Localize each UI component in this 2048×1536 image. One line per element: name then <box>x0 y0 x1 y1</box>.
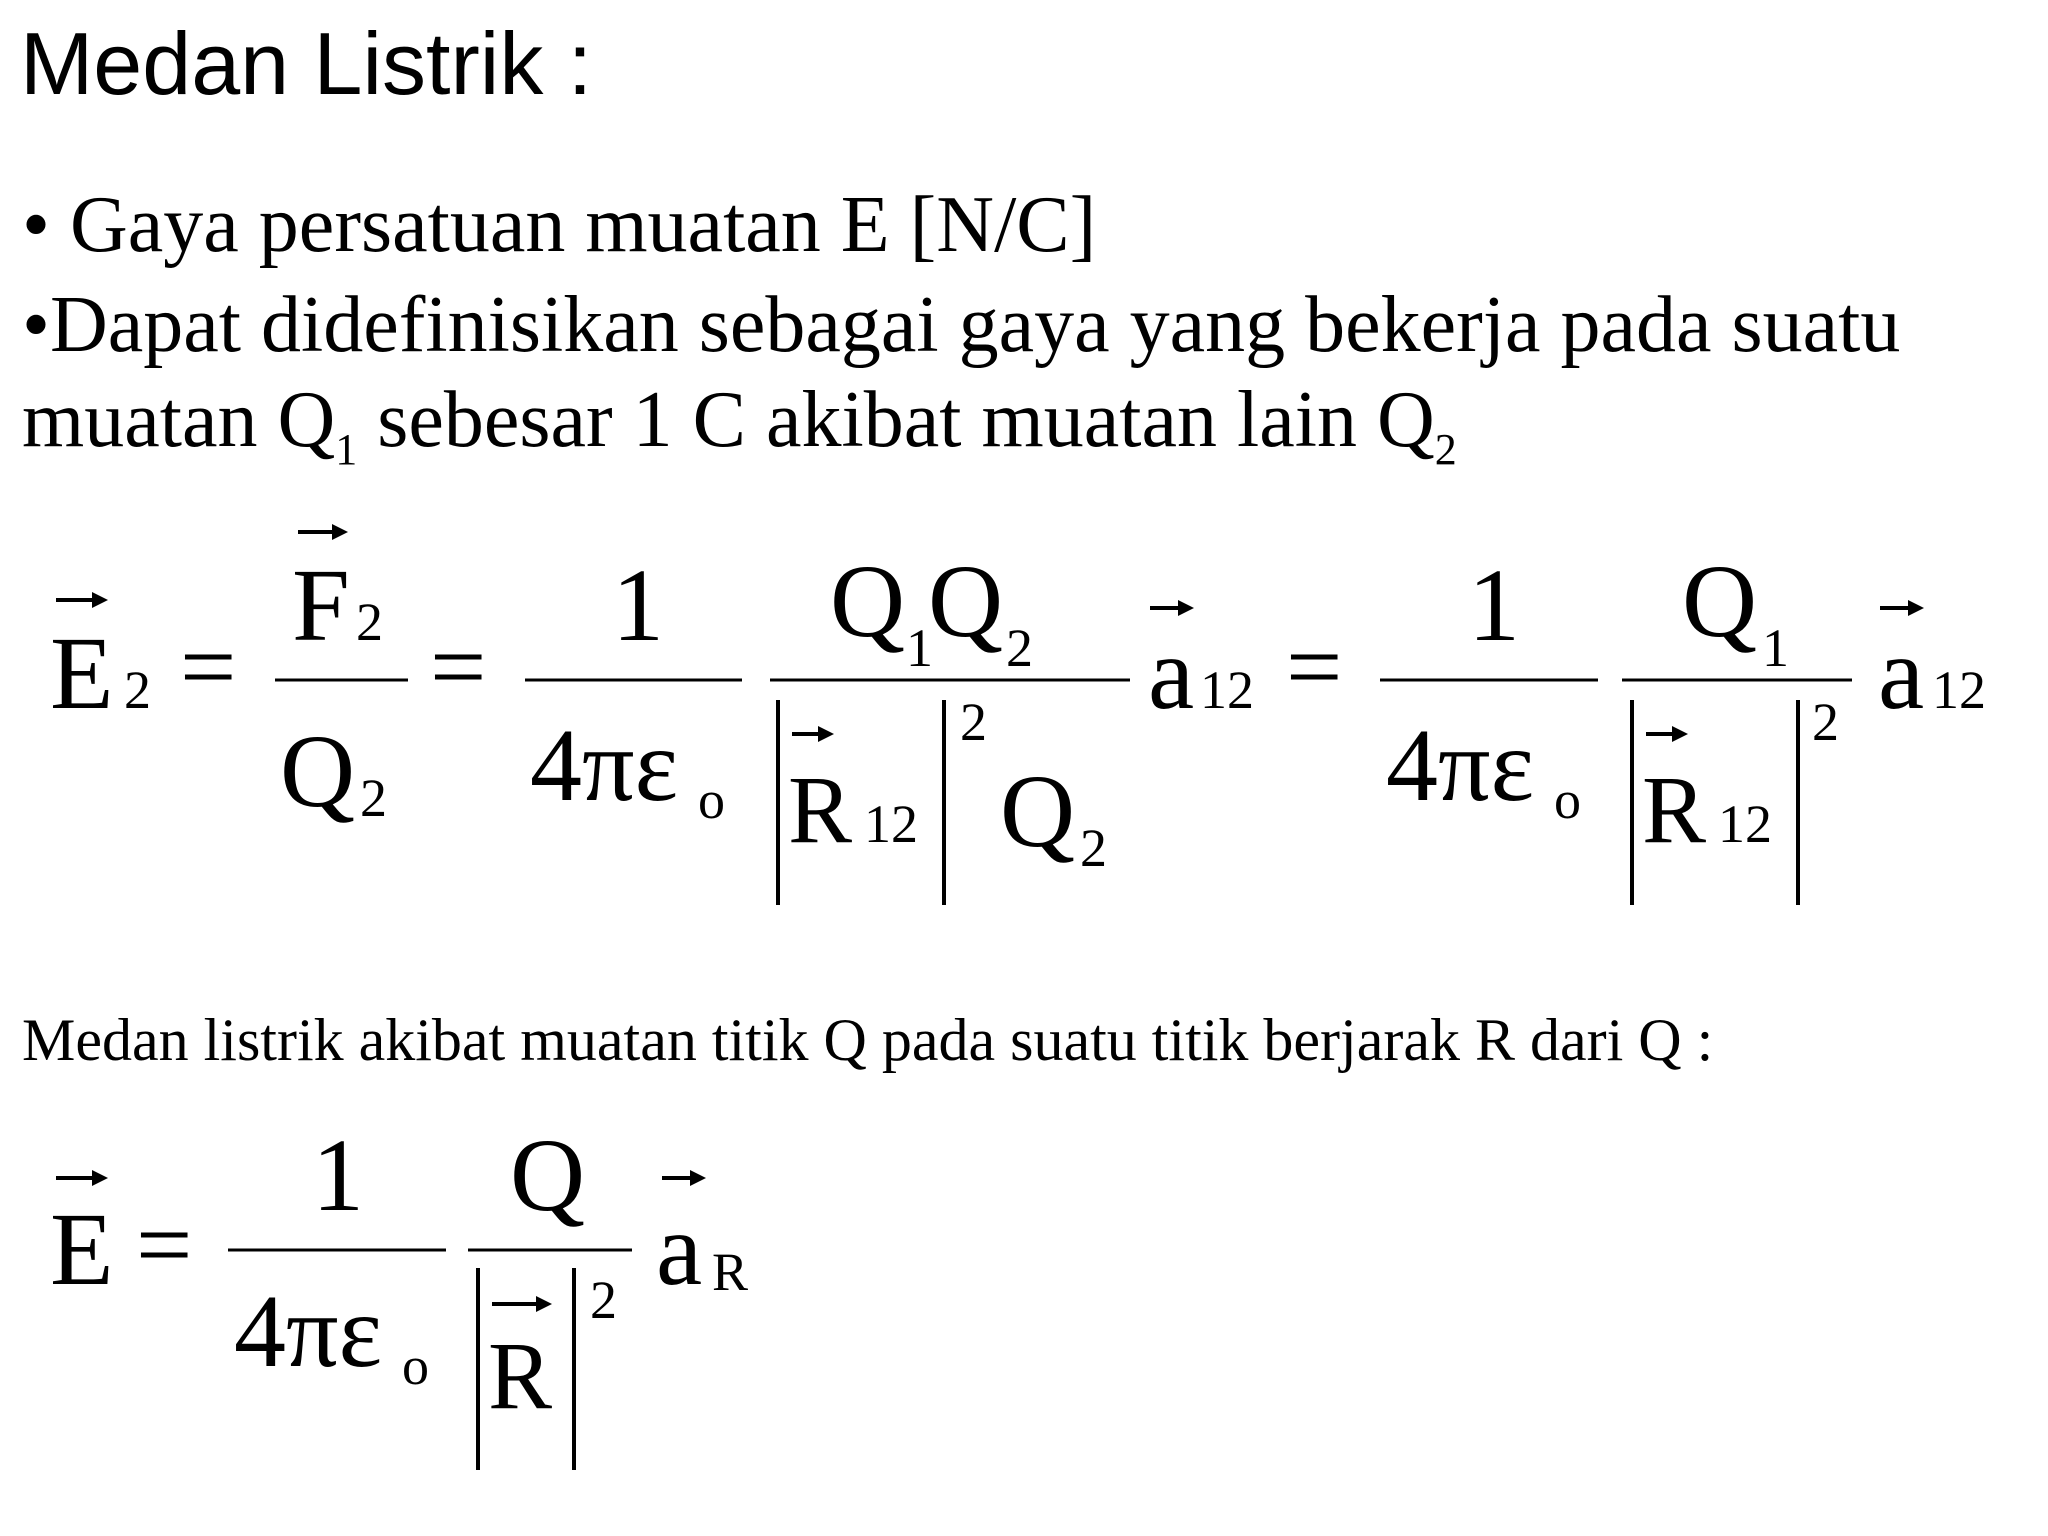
vector-arrow-head <box>92 1170 108 1186</box>
electric-field-equation-1 <box>0 500 2048 920</box>
caption: Medan listrik akibat muatan titik Q pada suatu titik berjarak R dari Q : <box>22 1007 1714 1073</box>
vector-arrow-head <box>92 592 108 608</box>
subscript-2: 2 <box>360 768 387 828</box>
bullet-1 <box>22 181 1097 269</box>
bullet-2-text: Dapat didefinisikan sebagai gaya yang bekerja pada suatu <box>50 281 1901 369</box>
symbol-f: F <box>292 548 350 663</box>
bullet-2-continuation <box>22 376 1457 474</box>
subscript-r: R <box>712 1242 749 1302</box>
four-pi-epsilon: 4πε <box>530 708 679 823</box>
equals-sign: = <box>1286 611 1343 722</box>
subscript-12: 12 <box>864 794 918 854</box>
electric-field-equation-2 <box>0 1120 2048 1520</box>
subscript-2: 2 <box>356 592 383 652</box>
subscript-1: 1 <box>906 618 933 678</box>
four-pi-epsilon: 4πε <box>1386 708 1535 823</box>
symbol-q: Q <box>1000 754 1076 869</box>
bullet-marker: • <box>22 181 51 269</box>
subscript-12: 12 <box>1932 660 1986 720</box>
subscript-12: 12 <box>1200 660 1254 720</box>
bullet-2 <box>22 281 1901 369</box>
subscript-o: o <box>1554 770 1581 830</box>
exponent-2: 2 <box>590 1270 617 1330</box>
symbol-r: R <box>788 756 853 863</box>
subscript-2: 2 <box>1080 818 1107 878</box>
vector-arrow-head <box>1908 600 1924 616</box>
vector-arrow-head <box>818 726 834 742</box>
symbol-q: Q <box>1682 544 1758 659</box>
equals-sign: = <box>136 1189 193 1300</box>
four-pi-epsilon: 4πε <box>234 1274 383 1389</box>
subscript-2: 2 <box>1434 425 1457 474</box>
symbol-q: Q <box>280 714 356 829</box>
exponent-2: 2 <box>1812 692 1839 752</box>
symbol-q: Q <box>830 544 906 659</box>
symbol-a: a <box>1878 616 1925 731</box>
vector-arrow-head <box>536 1296 552 1312</box>
bullet-1-text: Gaya persatuan muatan E [N/C] <box>50 181 1097 269</box>
symbol-r: R <box>1642 756 1707 863</box>
continuation-text-2: sebesar 1 C akibat muatan lain Q <box>357 376 1435 464</box>
continuation-text-1: muatan Q <box>22 376 336 464</box>
symbol-a: a <box>656 1192 703 1307</box>
numerator-one: 1 <box>612 548 664 663</box>
symbol-r: R <box>488 1322 553 1429</box>
vector-arrow-head <box>690 1170 706 1186</box>
subscript-2: 2 <box>1006 618 1033 678</box>
numerator-one: 1 <box>312 1118 364 1233</box>
numerator-one: 1 <box>1468 548 1520 663</box>
vector-arrow-head <box>1672 726 1688 742</box>
equals-sign: = <box>180 611 237 722</box>
exponent-2: 2 <box>960 692 987 752</box>
subscript-1: 1 <box>1762 618 1789 678</box>
symbol-q: Q <box>928 544 1004 659</box>
symbol-q: Q <box>510 1118 586 1233</box>
subscript-o: o <box>698 770 725 830</box>
subscript-12: 12 <box>1718 794 1772 854</box>
symbol-a: a <box>1148 616 1195 731</box>
equals-sign: = <box>430 611 487 722</box>
vector-arrow-head <box>332 524 348 540</box>
slide-title: Medan Listrik : <box>20 14 593 113</box>
bullet-marker: • <box>22 281 51 369</box>
subscript-o: o <box>402 1336 429 1396</box>
subscript-2: 2 <box>124 660 151 720</box>
symbol-e: E <box>50 616 114 731</box>
vector-arrow-head <box>1178 600 1194 616</box>
symbol-e: E <box>50 1192 114 1307</box>
subscript-1: 1 <box>335 425 358 474</box>
